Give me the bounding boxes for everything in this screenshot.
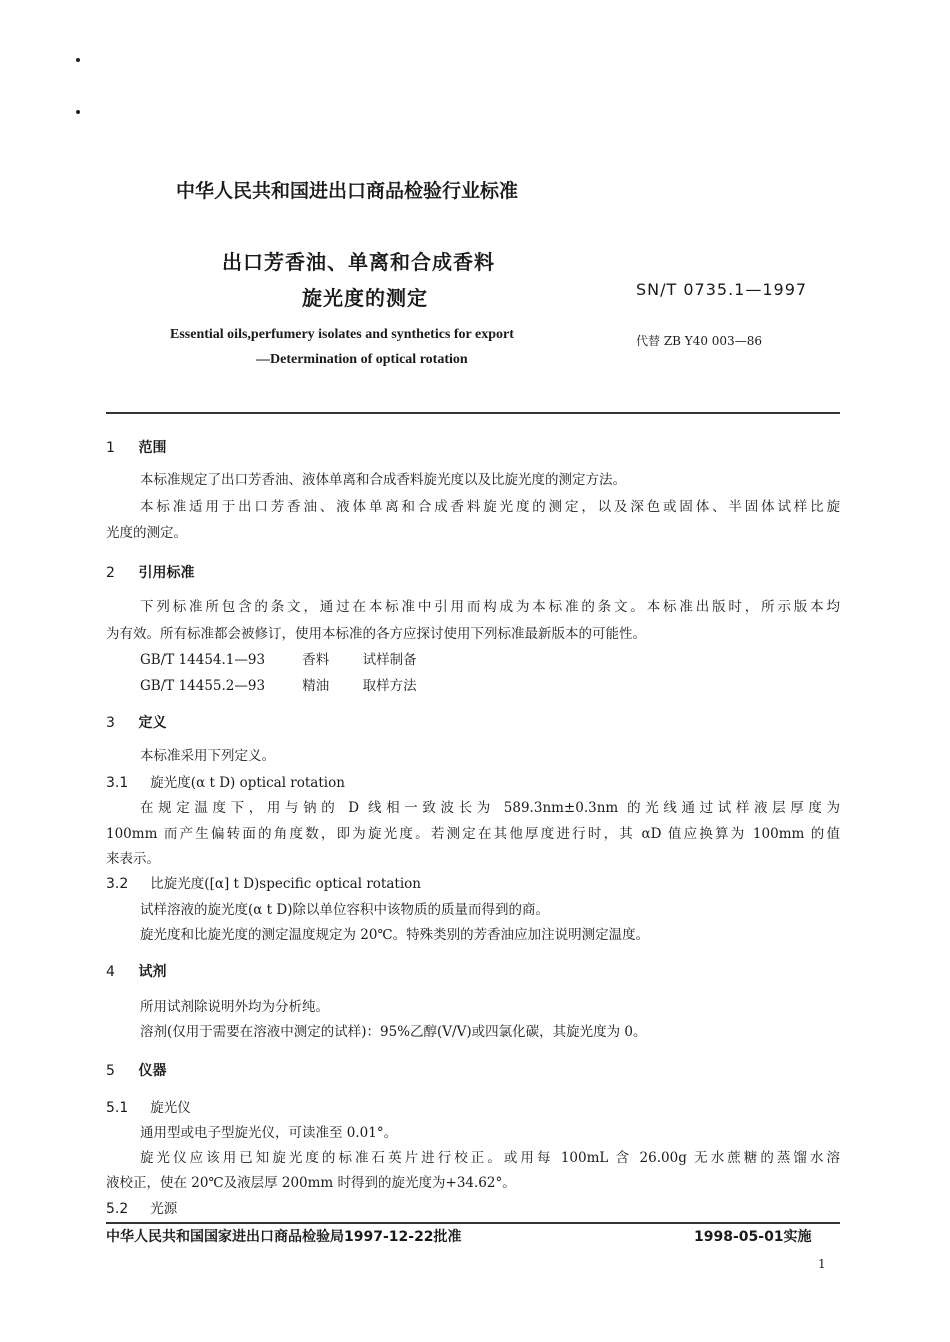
- paragraph: 溶剂(仅用于需要在溶液中测定的试样)：95%乙醇(V/V)或四氯化碳，其旋光度为 0。: [140, 1024, 647, 1040]
- paragraph: 在规定温度下，用与钠的 D 线相一致波长为 589.3nm±0.3nm 的光线通过试样液层厚度为: [140, 800, 840, 816]
- paragraph: 来表示。: [106, 851, 160, 867]
- english-title-line-1: Essential oils,perfumery isolates and synthetics for export: [170, 327, 514, 342]
- approval-line: 中华人民共和国国家进出口商品检验局1997-12-22批准: [106, 1229, 462, 1245]
- section-title: 定义: [138, 715, 167, 731]
- section-number: 3: [106, 715, 115, 731]
- paragraph: 旋光度和比旋光度的测定温度规定为 20℃。特殊类别的芳香油应加注说明测定温度。: [140, 927, 650, 943]
- clause-5-2-heading: [106, 1198, 177, 1221]
- punch-mark: [76, 110, 80, 114]
- clause-number: 5.1: [106, 1100, 129, 1116]
- paragraph: 所用试剂除说明外均为分析纯。: [140, 999, 329, 1015]
- paragraph: 为有效。所有标准都会被修订，使用本标准的各方应探讨使用下列标准最新版本的可能性。: [106, 626, 646, 642]
- replaces-note: 代替 ZB Y40 003—86: [636, 334, 762, 348]
- paragraph: 试样溶液的旋光度(α t D)除以单位容积中该物质的质量而得到的商。: [140, 902, 549, 918]
- paragraph: 100mm 而产生偏转面的角度数，即为旋光度。若测定在其他厚度进行时，其 αD 值应换算为 100mm 的值: [106, 826, 840, 842]
- reference-code: GB/T 14455.2—93: [140, 678, 266, 694]
- paragraph: 旋光仪应该用已知旋光度的标准石英片进行校正。或用每 100mL 含 26.00g 无水蔗糖的蒸馏水溶: [140, 1150, 840, 1166]
- reference-code: GB/T 14454.1—93: [140, 652, 266, 668]
- reference-row: [140, 674, 417, 694]
- reference-name: 试样制备: [362, 652, 417, 668]
- clause-number: 3.1: [106, 775, 129, 791]
- paragraph: 本标准规定了出口芳香油、液体单离和合成香料旋光度以及比旋光度的测定方法。: [140, 472, 626, 488]
- title-line-1: 出口芳香油、单离和合成香料: [222, 250, 495, 274]
- clause-number: 3.2: [106, 876, 129, 892]
- clause-title: 比旋光度([α] t D)specific optical rotation: [150, 876, 421, 892]
- paragraph: 下列标准所包含的条文，通过在本标准中引用而构成为本标准的条文。本标准出版时，所示版本均: [140, 599, 840, 615]
- paragraph: 光度的测定。: [106, 525, 187, 541]
- definition-3-1-heading: [106, 772, 345, 795]
- section-4-heading: [106, 961, 166, 981]
- section-title: 引用标准: [138, 565, 195, 581]
- clause-number: 5.2: [106, 1201, 129, 1217]
- paragraph: 本标准适用于出口芳香油、液体单离和合成香料旋光度的测定，以及深色或固体、半固体试样比旋: [140, 499, 840, 515]
- section-5-heading: [106, 1060, 166, 1080]
- clause-title: 光源: [150, 1201, 178, 1217]
- section-title: 范围: [138, 440, 167, 456]
- clause-5-1-heading: [106, 1097, 191, 1120]
- reference-category: 香料: [302, 652, 330, 668]
- english-title-line-2: —Determination of optical rotation: [256, 352, 468, 367]
- standard-number: SN/T 0735.1—1997: [636, 280, 808, 299]
- reference-category: 精油: [302, 678, 330, 694]
- section-number: 4: [106, 964, 115, 980]
- section-2-heading: [106, 562, 194, 582]
- effective-date: 1998-05-01实施: [694, 1229, 812, 1245]
- header-divider: [106, 412, 840, 414]
- paragraph: 本标准采用下列定义。: [140, 748, 275, 764]
- section-number: 5: [106, 1063, 115, 1079]
- clause-title: 旋光度(α t D) optical rotation: [150, 775, 345, 791]
- section-1-heading: [106, 437, 166, 457]
- reference-name: 取样方法: [362, 678, 417, 694]
- page-number: 1: [818, 1257, 826, 1271]
- footer-divider: [106, 1222, 840, 1224]
- paragraph: 液校正，使在 20℃及液层厚 200mm 时得到的旋光度为+34.62°。: [106, 1175, 516, 1191]
- section-title: 仪器: [138, 1063, 167, 1079]
- section-number: 2: [106, 565, 115, 581]
- section-number: 1: [106, 440, 115, 456]
- title-line-2: 旋光度的测定: [302, 286, 428, 310]
- punch-mark: [76, 58, 80, 62]
- section-3-heading: [106, 712, 166, 732]
- reference-row: [140, 648, 417, 668]
- definition-3-2-heading: [106, 873, 421, 896]
- paragraph: 通用型或电子型旋光仪，可读准至 0.01°。: [140, 1125, 398, 1141]
- issuer-heading: 中华人民共和国进出口商品检验行业标准: [176, 180, 519, 202]
- clause-title: 旋光仪: [150, 1100, 191, 1116]
- section-title: 试剂: [138, 964, 167, 980]
